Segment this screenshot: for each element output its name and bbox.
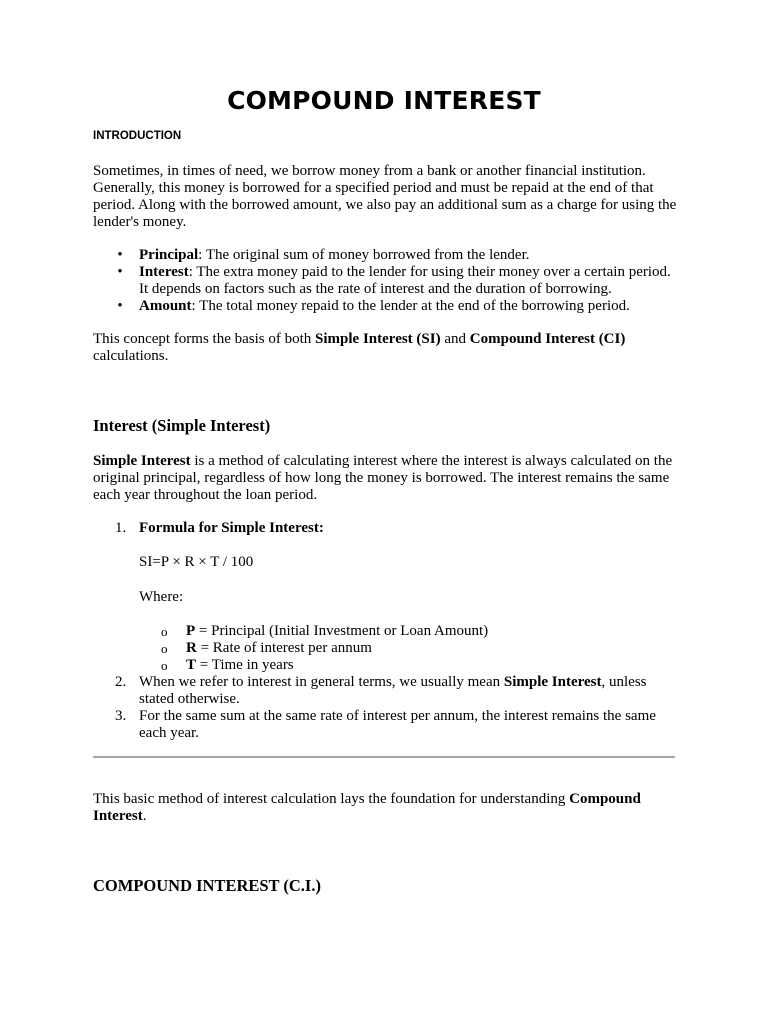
definition-amount: : The total money repaid to the lender at the end of the borrowing period. xyxy=(191,298,630,314)
step-number: 3. xyxy=(115,708,127,724)
list-item xyxy=(93,247,678,264)
foundation-text: . xyxy=(142,808,147,824)
foundation-text: This basic method of interest calculation lays the foundation for understanding xyxy=(93,791,570,807)
bullet-icon: • xyxy=(117,247,123,263)
formula-block xyxy=(93,520,678,742)
where-label: Where: xyxy=(139,589,184,605)
simple-interest-steps-continued xyxy=(93,674,678,742)
formula: SI=P × R × T / 100 xyxy=(139,554,254,570)
step-text: For the same sum at the same rate of interest per annum, the interest remains the same each year. xyxy=(139,708,656,741)
simple-interest-term: Simple Interest xyxy=(93,453,191,469)
definitions-list xyxy=(93,247,678,315)
variable-description: = Principal (Initial Investment or Loan Amount) xyxy=(195,623,489,639)
variables-list xyxy=(93,623,678,674)
bullet-icon: • xyxy=(117,298,123,314)
horizontal-divider xyxy=(93,756,675,758)
term-amount: Amount xyxy=(139,298,192,314)
step-number: 1. xyxy=(115,520,127,536)
simple-interest-description: is a method of calculating interest where the interest is always calculated on the original principal, regardless of how long the money is borrowed. The interest remains the same each year throughout the loan period. xyxy=(93,453,673,503)
circle-bullet-icon: o xyxy=(161,624,168,639)
step-text: When we refer to interest in general terms, we usually mean xyxy=(139,674,504,690)
variable-description: = Rate of interest per annum xyxy=(196,640,372,656)
circle-bullet-icon: o xyxy=(161,658,168,673)
term-interest: Interest xyxy=(139,264,189,280)
bullet-icon: • xyxy=(117,264,123,280)
simple-interest-steps xyxy=(93,520,678,606)
definition-interest: : The extra money paid to the lender for using their money over a certain period. It depends on factors such as the rate of interest and the duration of borrowing. xyxy=(139,264,671,297)
formula-label: Formula for Simple Interest: xyxy=(139,520,324,536)
concept-paragraph xyxy=(93,331,678,365)
variable-symbol: T xyxy=(186,657,197,673)
circle-bullet-icon: o xyxy=(161,641,168,656)
concept-ci: Compound Interest (CI) xyxy=(469,331,626,347)
concept-text: calculations. xyxy=(93,348,169,364)
document-title: COMPOUND INTEREST xyxy=(227,86,541,115)
list-item xyxy=(93,520,678,606)
introduction-paragraph: Sometimes, in times of need, we borrow money from a bank or another financial institution. Generally, this money is borrowed for a specified period and must be repaid at the end of that period. Along with the borrowed amount, we also pay an additional sum as a charge for using the lender's money. xyxy=(93,163,677,230)
introduction-heading: INTRODUCTION xyxy=(93,130,182,142)
variable-symbol: R xyxy=(186,640,197,656)
compound-interest-heading: COMPOUND INTEREST (C.I.) xyxy=(93,876,321,895)
step-bold: Simple Interest xyxy=(503,674,602,690)
list-item xyxy=(93,298,678,315)
variable-symbol: P xyxy=(186,623,196,639)
simple-interest-heading: Interest (Simple Interest) xyxy=(93,416,271,435)
term-principal: Principal xyxy=(139,247,199,263)
list-item xyxy=(93,640,678,657)
concept-si: Simple Interest (SI) xyxy=(315,331,441,347)
list-item xyxy=(93,623,678,640)
simple-interest-paragraph xyxy=(93,453,678,504)
variable-description: = Time in years xyxy=(196,657,294,673)
list-item xyxy=(93,264,678,298)
foundation-paragraph xyxy=(93,791,678,825)
list-item xyxy=(93,708,678,742)
concept-text: and xyxy=(440,331,470,347)
concept-text: This concept forms the basis of both xyxy=(93,331,316,347)
list-item xyxy=(93,657,678,674)
definition-principal: : The original sum of money borrowed from the lender. xyxy=(198,247,530,263)
step-number: 2. xyxy=(115,674,127,690)
step-text: , unless stated otherwise. xyxy=(139,674,647,707)
list-item xyxy=(93,674,678,708)
foundation-bold: Compound Interest xyxy=(93,791,641,824)
